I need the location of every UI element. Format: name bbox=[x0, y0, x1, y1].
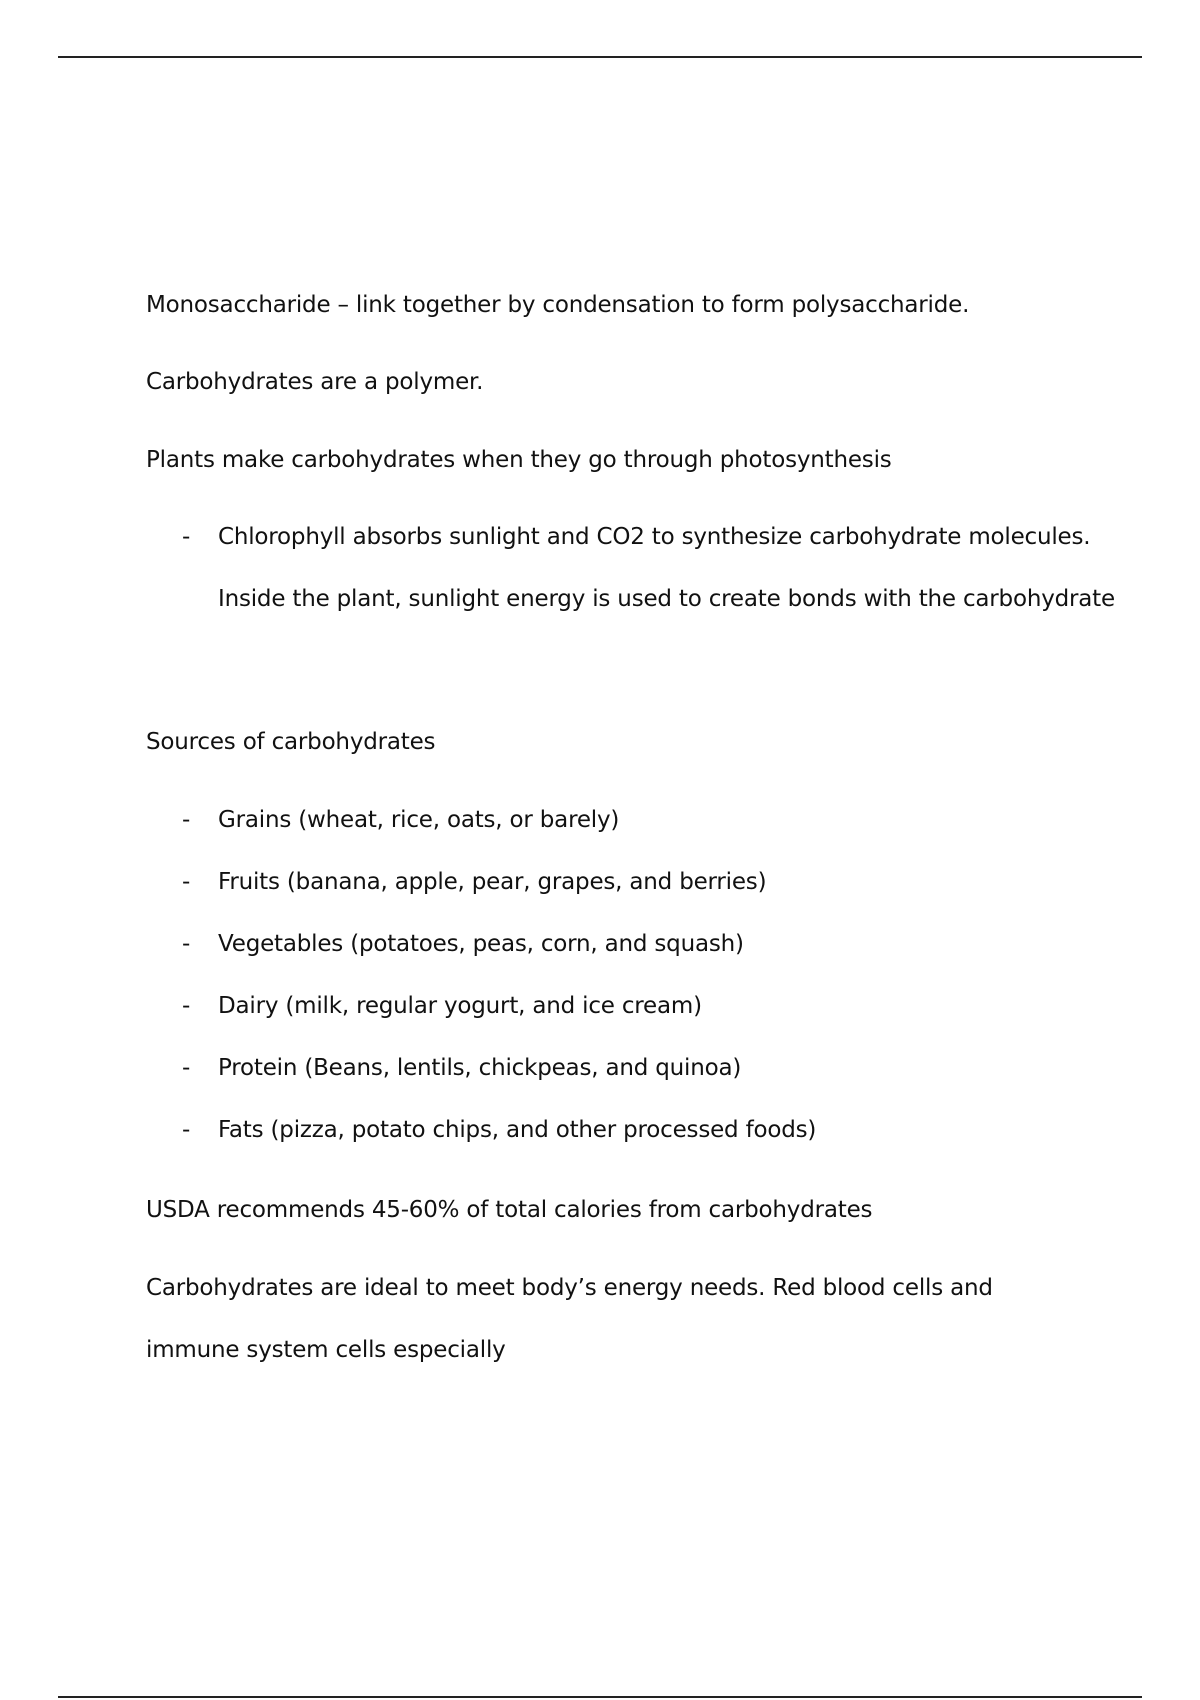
bullet-text: Chlorophyll absorbs sunlight and CO2 to synthesize carbohydrate molecules. Inside the plant, sunlight energy is used to create bonds with the carbohydrate bbox=[218, 524, 1115, 612]
paragraph-usda: USDA recommends 45-60% of total calories from carbohydrates bbox=[146, 1197, 873, 1223]
footer-rule bbox=[58, 1696, 1142, 1698]
bullet-text: Grains (wheat, rice, oats, or barely) bbox=[218, 807, 620, 833]
list-item bbox=[146, 506, 1146, 630]
photosynthesis-bullet-list bbox=[146, 506, 1146, 630]
list-item bbox=[146, 975, 1146, 1037]
bullet-dash: - bbox=[182, 931, 191, 957]
bullet-text: Protein (Beans, lentils, chickpeas, and quinoa) bbox=[218, 1055, 742, 1081]
bullet-text: Dairy (milk, regular yogurt, and ice cream) bbox=[218, 993, 702, 1019]
bullet-dash: - bbox=[182, 869, 191, 895]
list-item bbox=[146, 851, 1146, 913]
paragraph-energy: Carbohydrates are ideal to meet body’s energy needs. Red blood cells and immune system cells especially bbox=[146, 1275, 993, 1363]
bullet-dash: - bbox=[182, 1117, 191, 1143]
bullet-dash: - bbox=[182, 807, 191, 833]
paragraph-polymer: Carbohydrates are a polymer. bbox=[146, 369, 484, 395]
bullet-dash: - bbox=[182, 524, 191, 550]
list-item bbox=[146, 789, 1146, 851]
bullet-text: Fruits (banana, apple, pear, grapes, and berries) bbox=[218, 869, 767, 895]
list-item bbox=[146, 1099, 1146, 1161]
bullet-dash: - bbox=[182, 993, 191, 1019]
sources-bullet-list bbox=[146, 789, 1146, 1161]
list-item bbox=[146, 913, 1146, 975]
bullet-text: Vegetables (potatoes, peas, corn, and squash) bbox=[218, 931, 744, 957]
paragraph-monosaccharide: Monosaccharide – link together by condensation to form polysaccharide. bbox=[146, 292, 970, 318]
bullet-text: Fats (pizza, potato chips, and other processed foods) bbox=[218, 1117, 817, 1143]
bullet-dash: - bbox=[182, 1055, 191, 1081]
paragraph-sources-heading: Sources of carbohydrates bbox=[146, 729, 436, 755]
header-rule bbox=[58, 56, 1142, 58]
paragraph-plants: Plants make carbohydrates when they go through photosynthesis bbox=[146, 447, 892, 473]
list-item bbox=[146, 1037, 1146, 1099]
